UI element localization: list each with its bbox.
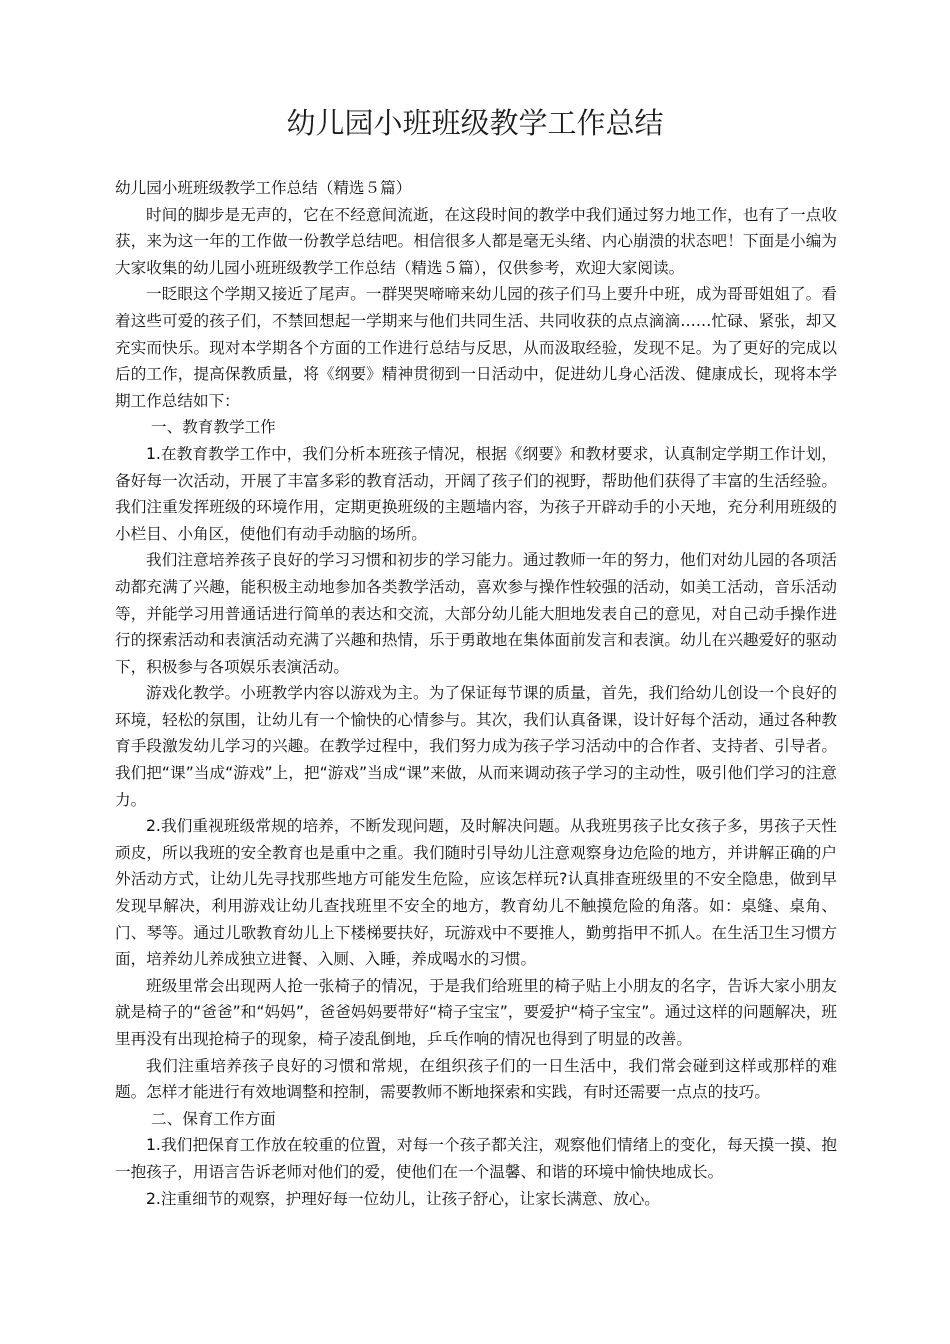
paragraph: 我们注意培养孩子良好的学习习惯和初步的学习能力。通过教师一年的努力，他们对幼儿园的各项活动都充满了兴趣，能积极主动地参加各类教学活动，喜欢参与操作性较强的活动，如美工活动，音乐活动等，并能学习用普通话进行简单的表达和交流，大部分幼儿能大胆地发表自己的意见，对自己动手操作进行的探索活动和表演活动充满了兴趣和热情，乐于勇敢地在集体面前发言和表演。幼儿在兴趣爱好的驱动下，积极参与各项娱乐表演活动。 <box>115 551 837 676</box>
section-heading-care: 二、保育工作方面 <box>151 1109 276 1128</box>
paragraph-intro: 时间的脚步是无声的，它在不经意间流逝，在这段时间的教学中我们通过努力地工作，也有了一点收获，来为这一年的工作做一份教学总结吧。相信很多人都是毫无头绪、内心崩溃的状态吧！下面是小编为大家收集的幼儿园小班班级教学工作总结（精选５篇），仅供参考，欢迎大家阅读。 <box>115 205 837 277</box>
document-body <box>115 175 837 1212</box>
paragraph: 1.在教育教学工作中，我们分析本班孩子情况，根据《纲要》和教材要求，认真制定学期工作计划，备好每一次活动，开展了丰富多彩的教育活动，开阔了孩子们的视野，帮助他们获得了丰富的生活经验。我们注重发挥班级的环境作用，定期更换班级的主题墙内容，为孩子开辟动手的小天地，充分利用班级的小栏目、小角区，使他们有动手动脑的场所。 <box>115 444 837 543</box>
paragraph: 我们注重培养孩子良好的习惯和常规，在组织孩子们的一日生活中，我们常会碰到这样或那样的难题。怎样才能进行有效地调整和控制，需要教师不断地探索和实践，有时还需要一点点的技巧。 <box>115 1056 837 1102</box>
paragraph-subtitle: 幼儿园小班班级教学工作总结（精选５篇） <box>115 179 412 197</box>
paragraph-opening: 一眨眼这个学期又接近了尾声。一群哭哭啼啼来幼儿园的孩子们马上要升中班，成为哥哥姐姐了。看着这些可爱的孩子们，不禁回想起一学期来与他们共同生活、共同收获的点点滴滴……忙碌、紧张，却又充实而快乐。现对本学期各个方面的工作进行总结与反思，从而汲取经验，发现不足。为了更好的完成以后的工作，提高保教质量，将《纲要》精神贯彻到一日活动中，促进幼儿身心活泼、健康成长，现将本学期工作总结如下： <box>115 285 837 410</box>
document-title: 幼儿园小班班级教学工作总结 <box>286 106 664 140</box>
paragraph: 1.我们把保育工作放在较重的位置，对每一个孩子都关注，观察他们情绪上的变化，每天摸一摸、抱一抱孩子，用语言告诉老师对他们的爱，使他们在一个温馨、和谐的环境中愉快地成长。 <box>115 1136 837 1181</box>
section-heading-teaching: 一、教育教学工作 <box>151 418 276 437</box>
paragraph: 2.注重细节的观察，护理好每一位幼儿，让孩子舒心，让家长满意、放心。 <box>146 1189 660 1208</box>
paragraph: 班级里常会出现两人抢一张椅子的情况，于是我们给班里的椅子贴上小朋友的名字，告诉大家小朋友就是椅子的“爸爸”和“妈妈”，爸爸妈妈要带好“椅子宝宝”，要爱护“椅子宝宝”。通过这样的问题解决，班里再没有出现抢椅子的现象，椅子凌乱倒地，乒乓作响的情况也得到了明显的改善。 <box>115 976 837 1048</box>
paragraph: 2.我们重视班级常规的培养，不断发现问题，及时解决问题。从我班男孩子比女孩子多，男孩子天性顽皮，所以我班的安全教育也是重中之重。我们随时引导幼儿注意观察身边危险的地方，并讲解正确的户外活动方式，让幼儿先寻找那些地方可能发生危险，应该怎样玩?认真排查班级里的不安全隐患，做到早发现早解决，利用游戏让幼儿查找班里不安全的地方，教育幼儿不触摸危险的角落。如：桌缝、桌角、门、琴等。通过儿歌教育幼儿上下楼梯要扶好，玩游戏中不要推人，勤剪指甲不抓人。在生活卫生习惯方面，培养幼儿养成独立进餐、入厕、入睡，养成喝水的习惯。 <box>115 817 837 969</box>
paragraph: 游戏化教学。小班教学内容以游戏为主。为了保证每节课的质量，首先，我们给幼儿创设一个良好的环境，轻松的氛围，让幼儿有一个愉快的心情参与。其次，我们认真备课，设计好每个活动，通过各种教育手段激发幼儿学习的兴趣。在教学过程中，我们努力成为孩子学习活动中的合作者、支持者、引导者。我们把“课”当成“游戏”上，把“游戏”当成“课”来做，从而来调动孩子学习的主动性，吸引他们学习的注意力。 <box>115 684 837 809</box>
